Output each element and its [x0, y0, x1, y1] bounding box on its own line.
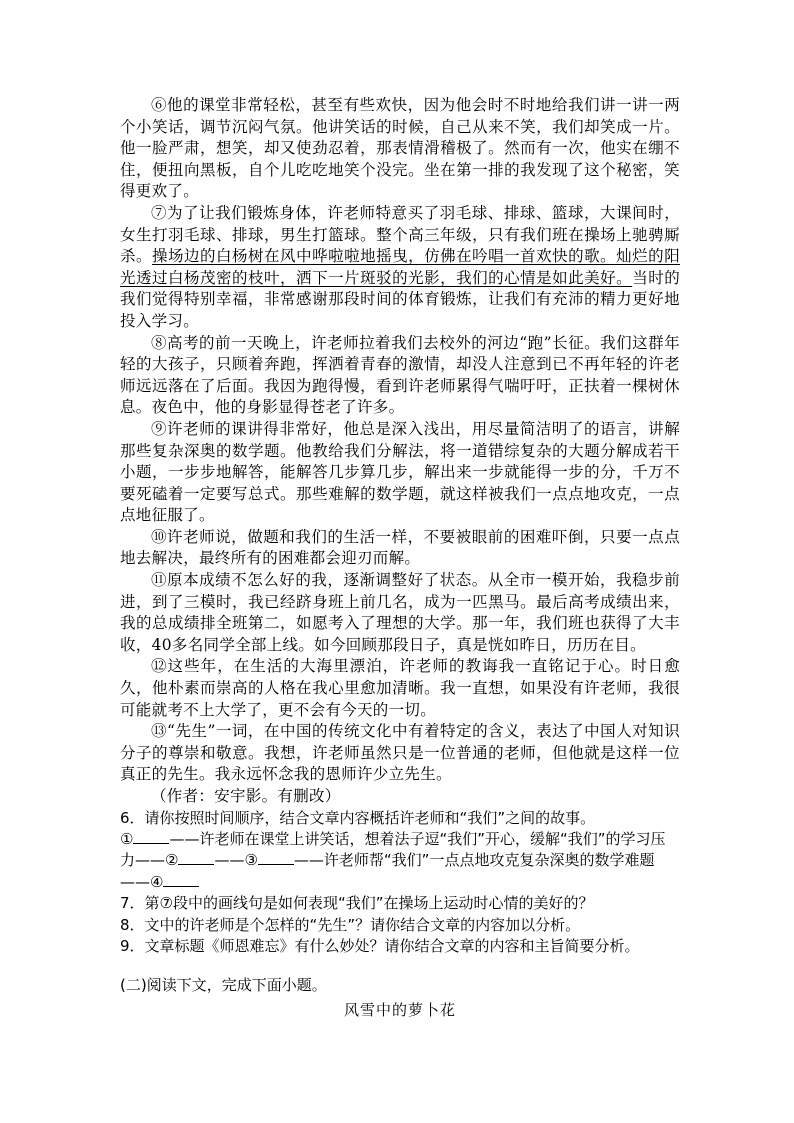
section-2-instruction: (二)阅读下文，完成下面小题。 — [120, 976, 327, 995]
paragraph-13: ⑬“先生”一词，在中国的传统文化中有着特定的含义，表达了中国人对知识分子的尊崇和敬意。我想，许老师虽然只是一位普通的老师，但他就是这样一位真正的先生。我永远怀念我的恩师许少立先生。 — [120, 722, 680, 784]
document-page — [120, 95, 680, 1020]
question-8: 8．文中的许老师是个怎样的“先生”？请你结合文章的内容加以分析。 — [120, 915, 581, 934]
paragraph-7-text: ⑦为了让我们锻炼身体，许老师特意买了羽毛球、排球、篮球，大课间时，女生打羽毛球、排球，男生打篮球。整个高三年级，只有我们班在操场上驰骋厮杀。 — [120, 203, 680, 266]
questions — [120, 808, 680, 997]
answer-blank-1[interactable] — [133, 829, 169, 844]
paragraph-10: ⑩许老师说，做题和我们的生活一样，不要被眼前的困难吓倒，只要一点点地去解决，最终所有的困难都会迎刃而解。 — [120, 527, 680, 568]
question-6-answer — [120, 829, 680, 893]
article-body — [120, 95, 680, 808]
answer-blank-2[interactable] — [178, 850, 214, 865]
answer-text-2: ——③ — [214, 851, 258, 870]
underlined-sentence: 操场边的白杨树在风中哗啦啦地摇曳，仿佛在吟唱一首欢快的歌。灿烂的阳光透过白杨茂密的枝叶，洒下一片斑驳的光影，我们的心情是如此美好。 — [120, 247, 680, 287]
paragraph-9: ⑨许老师的课讲得非常好，他总是深入浅出，用尽量简洁明了的语言，讲解那些复杂深奥的数学题。他教给我们分解法，将一道错综复杂的大题分解成若干小题，一步步地解答，能解答几步算几步，解出来一步就能得一步的分，千万不要死磕着一定要写总式。那些难解的数学题，就这样被我们一点点地攻克，一点点地征服了。 — [120, 419, 680, 525]
question-6: 6．请你按照时间顺序，结合文章内容概括许老师和“我们”之间的故事。 — [120, 808, 596, 827]
answer-blank-4[interactable] — [163, 872, 199, 887]
marker-1: ① — [120, 830, 134, 848]
answer-blank-3[interactable] — [258, 850, 294, 865]
paragraph-12: ⑫这些年，在生活的大海里漂泊，许老师的教诲我一直铭记于心。时日愈久，他朴素而崇高的人格在我心里愈加清晰。我一直想，如果没有许老师，我很可能就考不上大学了，更不会有今天的一切。 — [120, 657, 680, 719]
answer-text-3: ——许老师帮“我们”一点点地攻克复杂深奥的数学难题——④ — [120, 851, 655, 891]
paragraph-11: ⑪原本成绩不怎么好的我，逐渐调整好了状态。从全市一模开始，我稳步前进，到了三模时，我已经跻身班上前几名，成为一匹黑马。最后高考成绩出来，我的总成绩排全班第二，如愿考入了理想的大学。那一年，我们班也获得了大丰收，40多名同学全部上线。如今回顾那段日子，真是恍如昨日，历历在目。 — [120, 571, 680, 654]
question-9: 9．文章标题《师恩难忘》有什么妙处？请你结合文章的内容和主旨简要分析。 — [120, 937, 640, 956]
question-7: 7．第⑦段中的画线句是如何表现“我们”在操场上运动时心情的美好的？ — [120, 894, 594, 913]
section-2-title: 风雪中的萝卜花 — [343, 1000, 456, 1019]
section-gap — [120, 957, 680, 975]
paragraph-7-text-end: 当时的我们觉得特别幸福，非常感谢那段时间的体育锻炼，让我们有充沛的精力更好地投入学习。 — [120, 268, 680, 330]
paragraph-6: ⑥他的课堂非常轻松，甚至有些欢快，因为他会时不时地给我们讲一讲一两个小笑话，调节沉闷气氛。他讲笑话的时候，自己从来不笑，我们却笑成一片。他一脸严肃，想笑，却又使劲忍着，那表情滑稽极了。然而有一次，他实在绷不住，便扭向黑板，自个儿吃吃地笑个没完。坐在第一排的我发现了这个秘密，笑得更欢了。 — [120, 96, 680, 201]
paragraph-7 — [120, 203, 680, 333]
paragraph-8: ⑧高考的前一天晚上，许老师拉着我们去校外的河边“跑”长征。我们这群年轻的大孩子，只顾着奔跑，挥洒着青春的激情，却没人注意到已不再年轻的许老师远远落在了后面。我因为跑得慢，看到许老师累得气喘吁吁，正扶着一棵树休息。夜色中，他的身影显得苍老了许多。 — [120, 333, 680, 417]
answer-text-1: ——许老师在课堂上讲笑话，想着法子逗“我们”开心，缓解“我们”的学习压力——② — [120, 830, 666, 870]
author-credit: （作者：安宇影。有删改） — [151, 787, 341, 805]
